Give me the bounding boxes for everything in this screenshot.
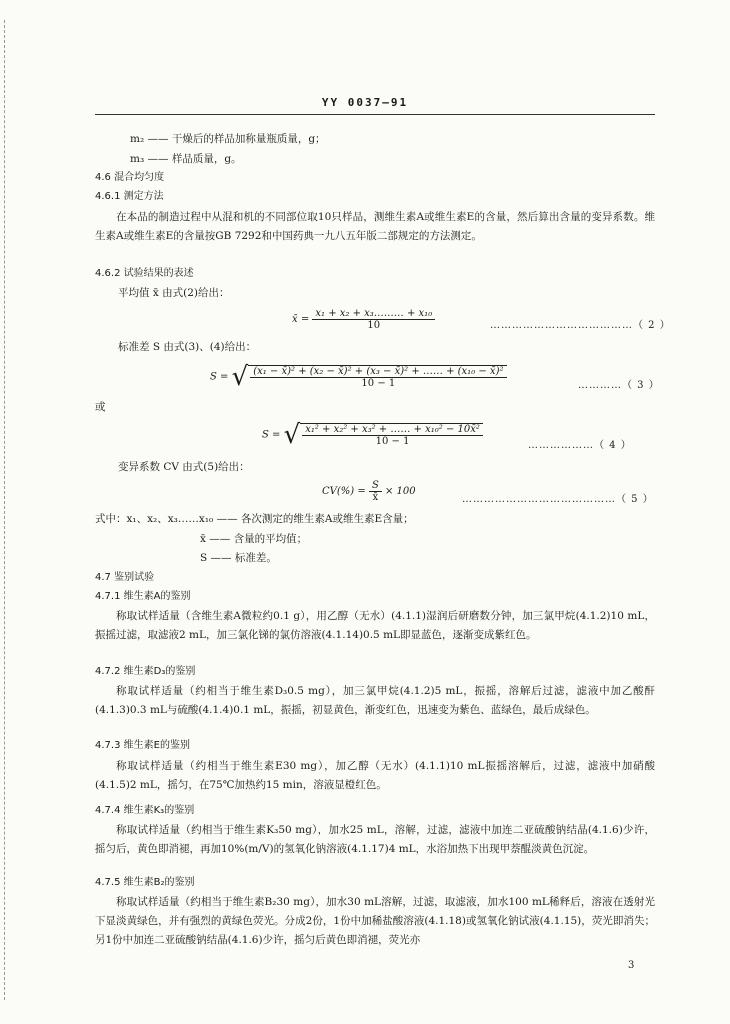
formula-5-fraction — [369, 480, 382, 503]
formula-5-tail: × 100 — [384, 486, 416, 497]
formula-2-numerator: x₁ + x₂ + x₃……… + x₁₀ — [312, 308, 435, 320]
formula-5-lhs: CV(%) = — [322, 486, 366, 497]
formula-4 — [262, 420, 483, 450]
section-4-6-2-title: 4.6.2 试验结果的表述 — [95, 268, 194, 279]
formula-2-denominator: 10 — [367, 320, 381, 331]
formula-4-lhs: S = — [262, 429, 281, 441]
section-4-7-5-text: 称取试样适量（约相当于维生素B₂30 mg），加水30 mL溶解，过滤，取滤液，加水100 mL稀释后，溶液在透射光下显淡黄绿色，并有强烈的黄绿色荧光。分成2份，1份中加稀盐酸溶液(4.1.18)或氢氧化钠试液(4.1.15)，荧光即消失；另1份中加连二亚硫酸钠结晶(4.1.6)少许，摇匀后黄色即消褪，荧光亦 — [95, 896, 655, 946]
std-intro: 标准差 S 由式(3)、(4)给出： — [118, 341, 257, 353]
formula-3-radicand — [248, 365, 506, 389]
equation-number-3: …………（ 3 ） — [578, 380, 660, 391]
formula-5-numerator: S — [369, 480, 382, 492]
section-4-7-1-text: 称取试样适量（含维生素A微粒约0.1 g），用乙醇（无水）(4.1.1)湿润后研磨数分钟，加三氯甲烷(4.1.2)10 mL，振摇过滤，取滤液2 mL，加三氯化锑的氯仿溶液(4.1.14)0.5 mL即显蓝色，逐渐变成紫红色。 — [95, 610, 655, 641]
where-line-2: x̄ —— 含量的平均值； — [200, 533, 308, 545]
mean-intro: 平均值 x̄ 由式(2)给出： — [118, 287, 230, 299]
def-m2: m₂ —— 干燥后的样品加称量瓶质量，g； — [130, 133, 326, 145]
formula-2-lhs: x̄ = — [292, 314, 310, 325]
section-4-6-title: 4.6 混合均匀度 — [95, 172, 165, 183]
section-4-7-3-title: 4.7.3 维生素E的鉴别 — [95, 740, 190, 751]
page-number: 3 — [628, 960, 635, 971]
formula-2 — [292, 308, 435, 331]
section-4-7-title: 4.7 鉴别试验 — [95, 572, 155, 583]
section-4-7-3-text: 称取试样适量（约相当于维生素E30 mg），加乙醇（无水）(4.1.1)10 mL振摇溶解后，过滤，滤液中加硝酸(4.1.5)2 mL，摇匀，在75℃加热约15 min，溶液显橙红色。 — [95, 760, 655, 791]
formula-3 — [210, 362, 507, 392]
section-4-7-2-text: 称取试样适量（约相当于维生素D₃0.5 mg），加三氯甲烷(4.1.2)5 mL，振摇，溶解后过滤，滤液中加乙酸酐(4.1.3)0.3 mL与硫酸(4.1.4)0.1 mL，振摇，初显黄色，渐变红色，迅速变为紫色、蓝绿色，最后成绿色。 — [95, 685, 655, 716]
section-4-6-1-title: 4.6.1 测定方法 — [95, 191, 164, 202]
formula-4-radicand — [300, 423, 483, 447]
formula-4-denominator: 10 − 1 — [375, 436, 410, 447]
sqrt-sign-3: √ — [231, 362, 249, 392]
equation-number-4: ………………（ 4 ） — [528, 440, 632, 451]
where-line-1: 式中：x₁、x₂、x₃……x₁₀ —— 各次测定的维生素A或维生素E含量； — [95, 513, 414, 525]
scan-edge — [4, 20, 6, 1000]
def-m3: m₃ —— 样品质量，g。 — [130, 153, 242, 165]
equation-number-2: …………………………………（ 2 ） — [490, 320, 671, 331]
page-header: YY 0037—91 — [321, 96, 409, 109]
section-4-7-5-title: 4.7.5 维生素B₂的鉴别 — [95, 877, 195, 888]
section-4-7-4-text: 称取试样适量（约相当于维生素K₃50 mg），加水25 mL，溶解，过滤，滤液中加连二亚硫酸钠结晶(4.1.6)少许，摇匀后，黄色即消褪，再加10%(m/V)的氢氧化钠溶液(4.1.17)4 mL，水浴加热下出现甲萘醌淡黄色沉淀。 — [95, 824, 655, 855]
formula-4-fraction — [302, 424, 483, 447]
section-4-7-1-title: 4.7.1 维生素A的鉴别 — [95, 591, 191, 602]
header-rule — [95, 114, 655, 115]
formula-2-fraction — [312, 308, 435, 331]
where-line-3: S —— 标准差。 — [200, 552, 277, 564]
sqrt-sign-4: √ — [283, 420, 301, 450]
formula-3-denominator: 10 − 1 — [361, 378, 396, 389]
cv-intro: 变异系数 CV 由式(5)给出： — [118, 461, 250, 473]
formula-3-numerator: (x₁ − x̄)² + (x₂ − x̄)² + (x₃ − x̄)² + …… + (x₁₀ − x̄)² — [250, 366, 506, 378]
section-4-7-4-title: 4.7.4 维生素K₃的鉴别 — [95, 805, 195, 816]
formula-4-numerator: x₁² + x₂² + x₃² + …… + x₁₀² − 10x̄² — [302, 424, 483, 436]
formula-3-lhs: S = — [210, 371, 229, 383]
formula-3-fraction — [250, 366, 506, 389]
equation-number-5: ……………………………………（ 5 ） — [462, 494, 654, 505]
section-4-6-1-text: 在本品的制造过程中从混和机的不同部位取10只样品，测维生素A或维生素E的含量，然后算出含量的变异系数。维生素A或维生素E的含量按GB 7292和中国药典一九八五年版二部规定的方法测定。 — [95, 211, 655, 242]
formula-5-denominator: x̄ — [372, 492, 379, 503]
formula-5 — [322, 480, 416, 503]
section-4-7-2-title: 4.7.2 维生素D₃的鉴别 — [95, 666, 196, 677]
or-text: 或 — [95, 401, 106, 413]
